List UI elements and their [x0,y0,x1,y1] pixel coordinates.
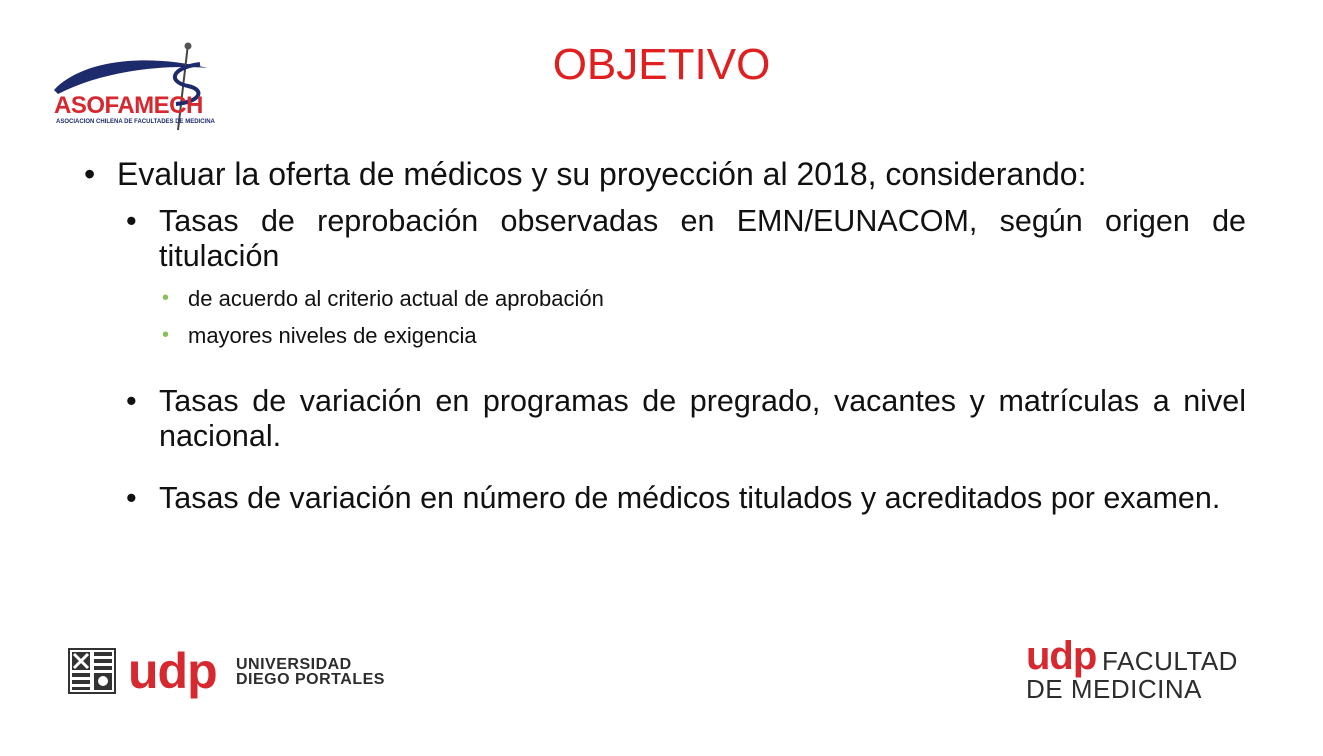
faculty-name-line1: FACULTAD [1102,646,1238,676]
bullet-icon: • [126,384,137,418]
sub-bullet-icon: • [162,287,170,309]
bullet-item-level3 [162,323,1246,348]
udp-name-line1: UNIVERSIDAD [236,656,352,673]
udp-faculty-logo [1026,634,1286,704]
bullet-icon: • [126,481,137,515]
bullet-text: de acuerdo al criterio actual de aprobación [188,286,604,311]
bullet-item-level2 [120,481,1246,516]
bullet-text: Tasas de variación en programas de pregrado, vacantes y matrículas a nivel nacional. [159,384,1246,453]
asofamech-wordmark: ASOFAMECH [54,92,203,119]
bullet-icon: • [126,204,137,238]
slide-title: OBJETIVO [552,40,771,89]
udp-wordmark: udp [128,643,217,699]
sub-bullet-icon: • [162,324,170,346]
bullet-item-level2 [120,204,1246,274]
udp-university-name [236,657,385,687]
udp-university-logo [68,643,408,699]
bullet-item-level2 [120,384,1246,454]
bullet-text: Tasas de variación en número de médicos titulados y acreditados por examen. [159,481,1221,515]
asofamech-subtitle: ASOCIACION CHILENA DE FACULTADES DE MEDICINA [56,119,215,125]
bullet-list [78,157,1246,516]
bullet-item-level1 [78,157,1246,192]
udp-name-line2: DIEGO PORTALES [236,671,385,688]
bullet-text: mayores niveles de exigencia [188,323,477,348]
bullet-text: Evaluar la oferta de médicos y su proyección al 2018, considerando: [117,156,1087,192]
udp-faculty-wordmark: udp [1026,634,1097,678]
faculty-name-line2: DE MEDICINA [1026,674,1202,704]
udp-crest-icon [68,648,116,694]
bullet-item-level3 [162,286,1246,311]
bullet-text: Tasas de reprobación observadas en EMN/EUNACOM, según origen de titulación [159,204,1246,273]
bullet-icon: • [84,156,96,192]
